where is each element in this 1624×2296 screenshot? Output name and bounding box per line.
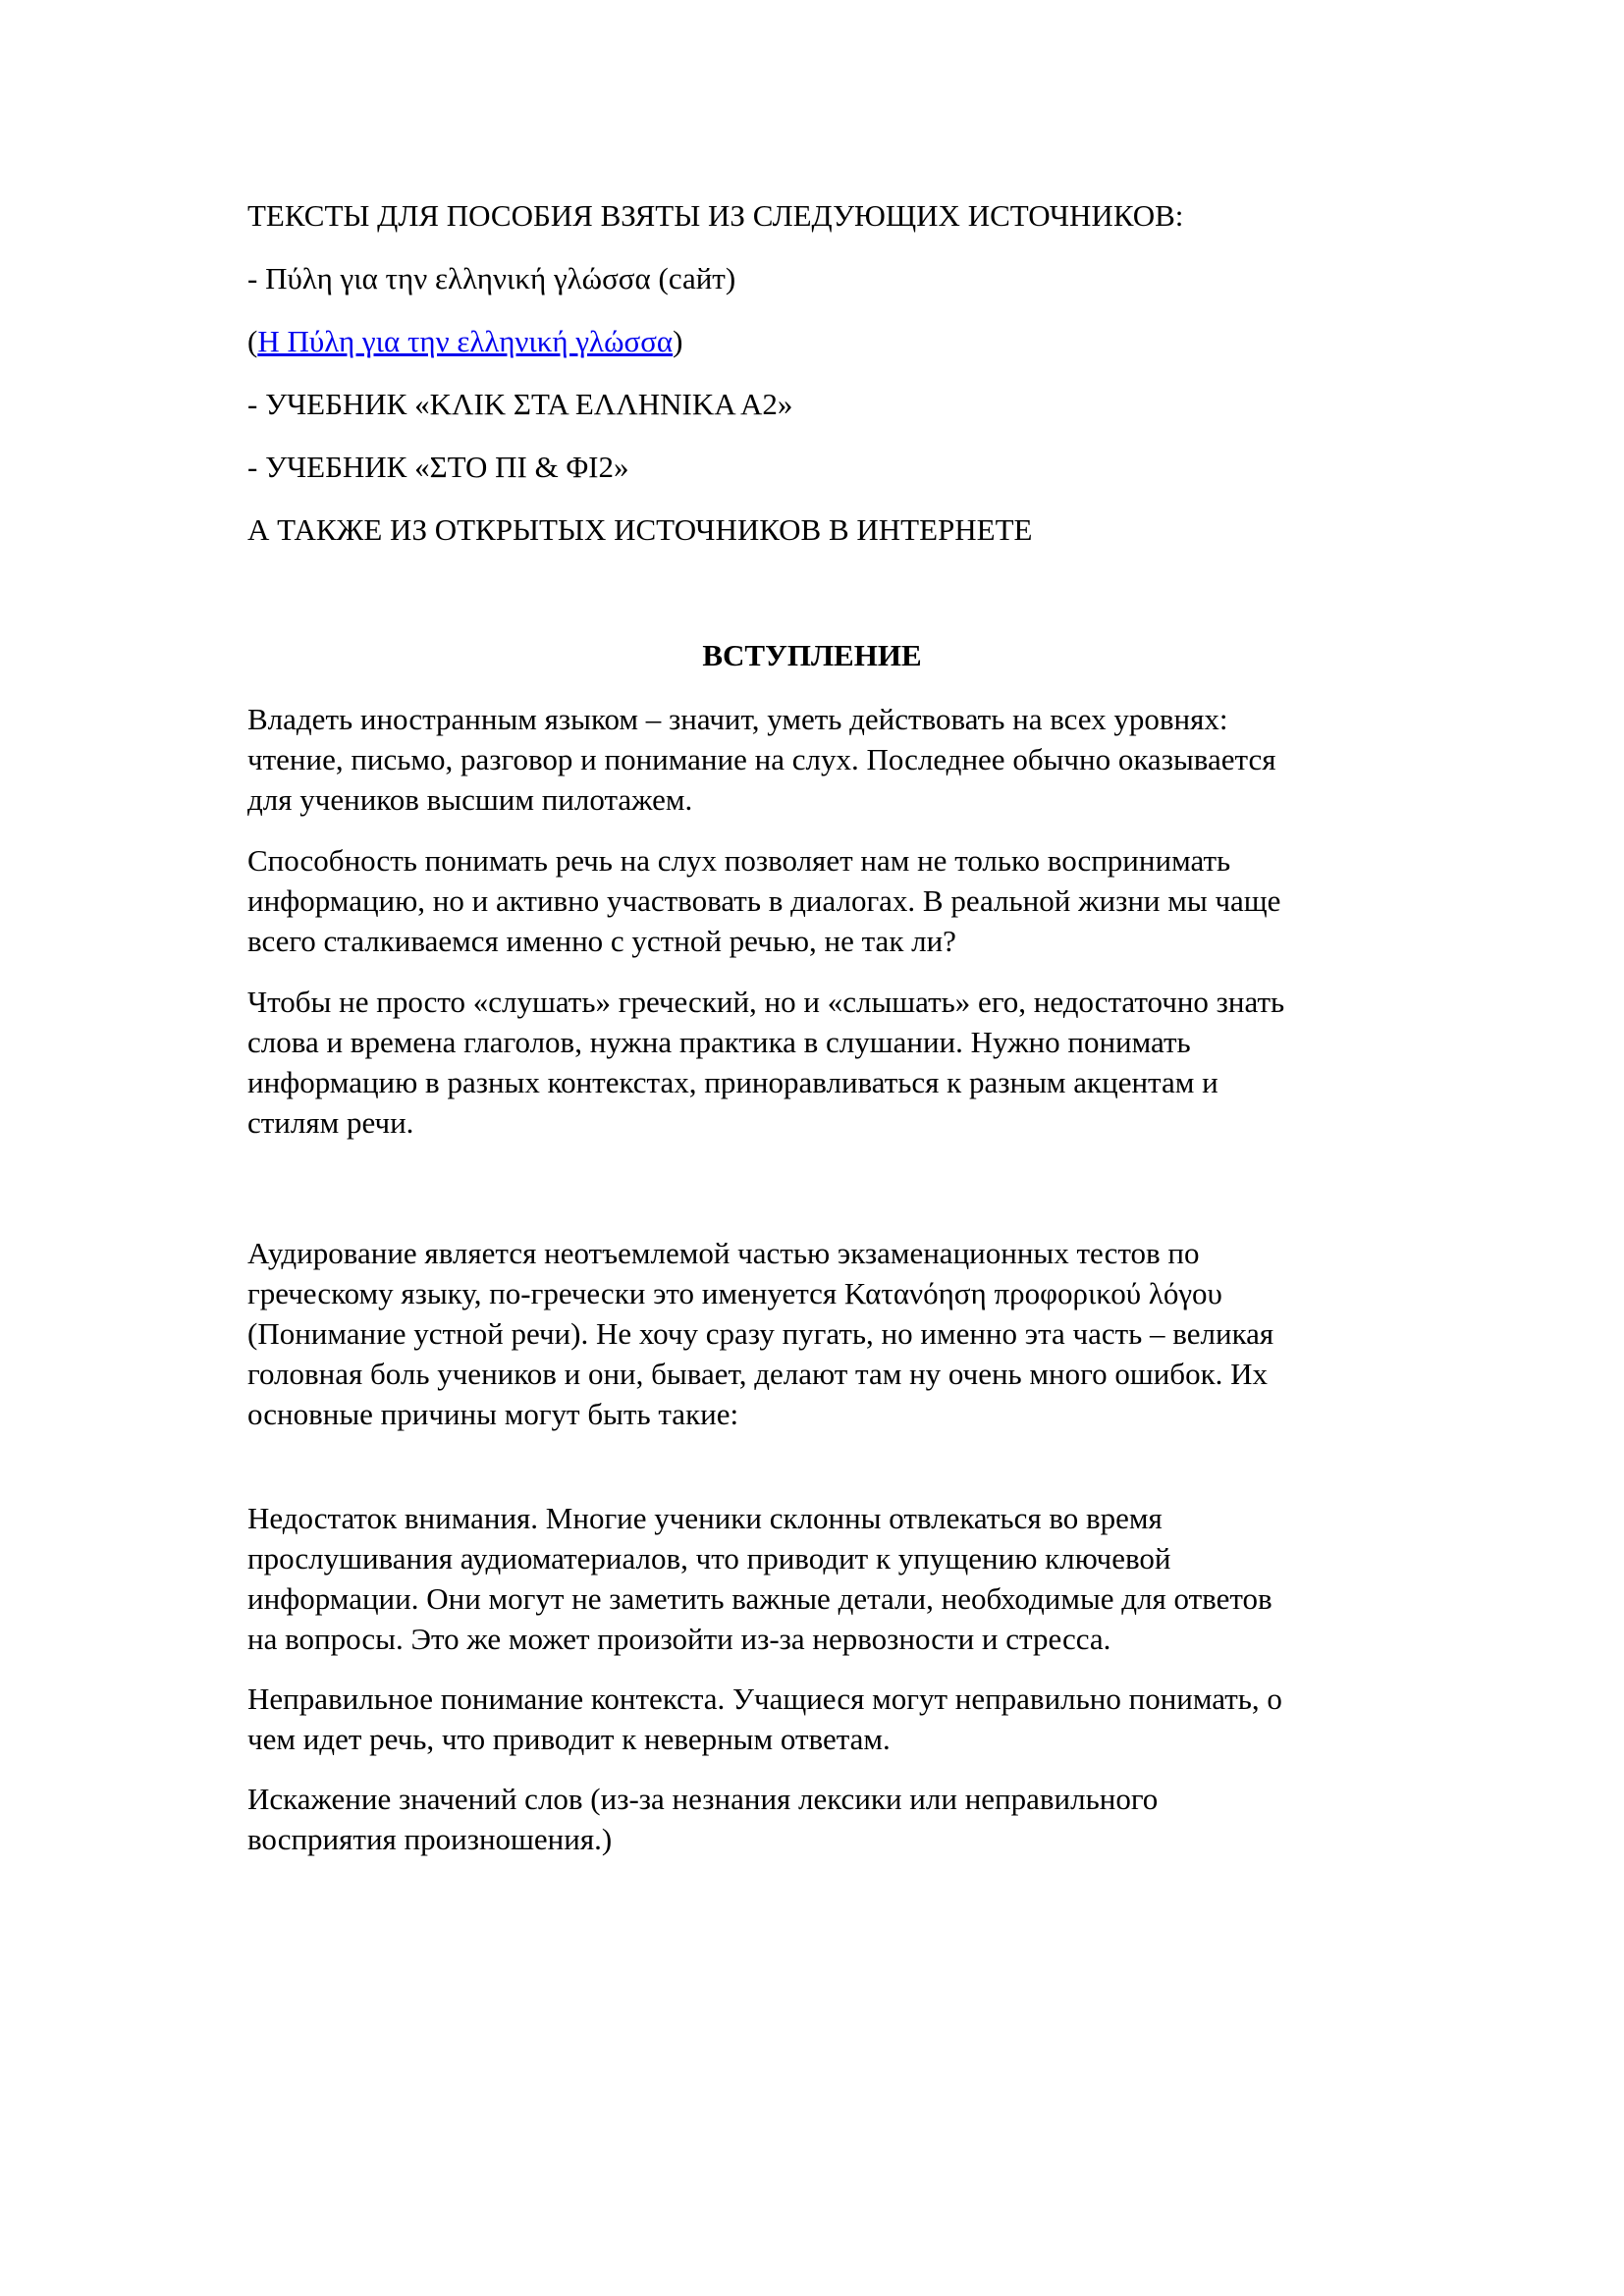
text-line: чтение, письмо, разговор и понимание на слух. Последнее обычно оказывается xyxy=(247,742,1276,776)
paragraph xyxy=(247,1679,1406,1759)
text-line: восприятия произношения.) xyxy=(247,1822,613,1856)
sources-title: ТЕКСТЫ ДЛЯ ПОСОБИЯ ВЗЯТЫ ИЗ СЛЕДУЮЩИХ ИСТОЧНИКОВ: xyxy=(247,198,1184,233)
section-heading: ВСТУПЛЕНИЕ xyxy=(702,638,922,672)
portal-link[interactable]: Η Πύλη για την ελληνική γλώσσα xyxy=(257,324,674,358)
text-line: информации. Они могут не заметить важные детали, необходимые для ответов xyxy=(247,1581,1272,1616)
text-line: основные причины могут быть такие: xyxy=(247,1397,739,1431)
source-item-textbook-pi-fi: - УЧЕБНИК «ΣΤΟ ΠΙ & ΦΙ2» xyxy=(247,450,629,484)
source-item-portal: - Πύλη για την ελληνική γλώσσα (сайт) xyxy=(247,261,736,295)
text-line: Владеть иностранным языком – значит, уметь действовать на всех уровнях: xyxy=(247,702,1228,736)
text-line: Аудирование является неотъемлемой частью экзаменационных тестов по xyxy=(247,1236,1200,1270)
text-line: информацию, но и активно участвовать в диалогах. В реальной жизни мы чаще xyxy=(247,883,1281,918)
text-line: Искажение значений слов (из-за незнания лексики или неправильного xyxy=(247,1782,1159,1816)
text-line: Чтобы не просто «слушать» греческий, но и «слышать» его, недостаточно знать xyxy=(247,985,1285,1019)
text-line: слова и времена глаголов, нужна практика в слушании. Нужно понимать xyxy=(247,1025,1191,1059)
text-line: Недостаток внимания. Многие ученики склонны отвлекаться во время xyxy=(247,1501,1163,1535)
paragraph xyxy=(247,840,1406,961)
text-line: стилям речи. xyxy=(247,1105,414,1140)
source-item-textbook-klik: - УЧЕБНИК «ΚΛΙΚ ΣΤΑ ΕΛΛΗΝΙΚΑ Α2» xyxy=(247,387,793,421)
text-line: для учеников высшим пилотажем. xyxy=(247,782,693,817)
text-line: прослушивания аудиоматериалов, что приводит к упущению ключевой xyxy=(247,1541,1171,1575)
source-item-internet: А ТАКЖЕ ИЗ ОТКРЫТЫХ ИСТОЧНИКОВ В ИНТЕРНЕТЕ xyxy=(247,512,1033,547)
paragraph xyxy=(247,1498,1406,1659)
text-line: головная боль учеников и они, бывает, делают там ну очень много ошибок. Их xyxy=(247,1357,1269,1391)
text-line: Неправильное понимание контекста. Учащиеся могут неправильно понимать, о xyxy=(247,1682,1282,1716)
text-line: чем идет речь, что приводит к неверным ответам. xyxy=(247,1722,891,1756)
link-open-paren: ( xyxy=(247,324,258,358)
text-line: (Понимание устной речи). Не хочу сразу пугать, но именно эта часть – великая xyxy=(247,1316,1274,1351)
paragraph xyxy=(247,982,1406,1143)
paragraph xyxy=(247,1233,1406,1434)
text-line: греческому языку, по-гречески это именуется Κατανόηση προφορικού λόγου xyxy=(247,1276,1222,1310)
paragraph xyxy=(247,699,1406,820)
paragraph xyxy=(247,1779,1406,1859)
link-close-paren: ) xyxy=(673,324,683,358)
source-link-line xyxy=(247,322,682,361)
text-line: на вопросы. Это же может произойти из-за нервозности и стресса. xyxy=(247,1622,1111,1656)
text-line: всего сталкиваемся именно с устной речью, не так ли? xyxy=(247,924,956,958)
text-line: информацию в разных контекстах, приноравливаться к разным акцентам и xyxy=(247,1065,1218,1099)
text-line: Способность понимать речь на слух позволяет нам не только воспринимать xyxy=(247,843,1231,878)
